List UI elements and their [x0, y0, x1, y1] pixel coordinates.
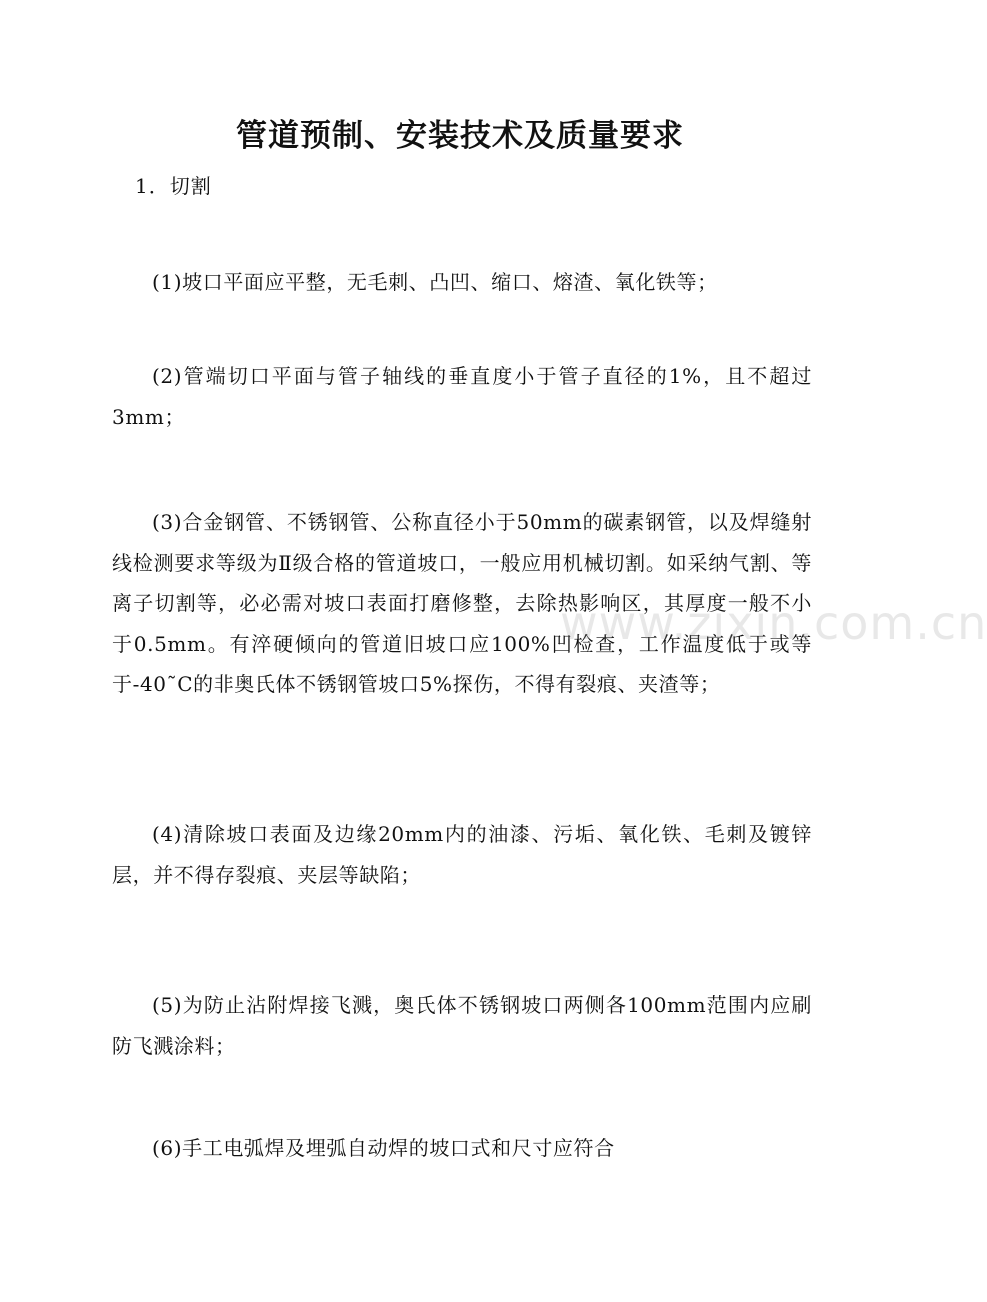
paragraph-4: (4)清除坡口表面及边缘20mm内的油漆、污垢、氧化铁、毛刺及镀锌层，并不得存裂痕、夹层等缺陷； — [112, 822, 812, 887]
paragraph-2: (2)管端切口平面与管子轴线的垂直度小于管子直径的1%，且不超过3mm； — [112, 364, 812, 429]
section-heading: 1．切割 — [135, 174, 212, 198]
page-title: 管道预制、安装技术及质量要求 — [236, 118, 684, 154]
paragraph-3: (3)合金钢管、不锈钢管、公称直径小于50mm的碳素钢管，以及焊缝射线检测要求等级为Ⅱ级合格的管道坡口，一般应用机械切割。如采纳气割、等离子切割等，必必需对坡口表面打磨修整，去除热影响区，其厚度一般不小于0.5mm。有淬硬倾向的管道旧坡口应100%凹检查，工作温度低于或等于-40˜C的非奥氏体不锈钢管坡口5%探伤，不得有裂痕、夹渣等； — [112, 510, 812, 696]
watermark: www.zixin.com.cn — [560, 596, 987, 650]
paragraph-1: (1)坡口平面应平整，无毛刺、凸凹、缩口、熔渣、氧化铁等； — [152, 270, 718, 294]
paragraph-5: (5)为防止沾附焊接飞溅，奥氏体不锈钢坡口两侧各100mm范围内应刷防飞溅涂料； — [112, 993, 812, 1058]
paragraph-6: (6)手工电弧焊及埋弧自动焊的坡口式和尺寸应符合 — [152, 1136, 615, 1160]
